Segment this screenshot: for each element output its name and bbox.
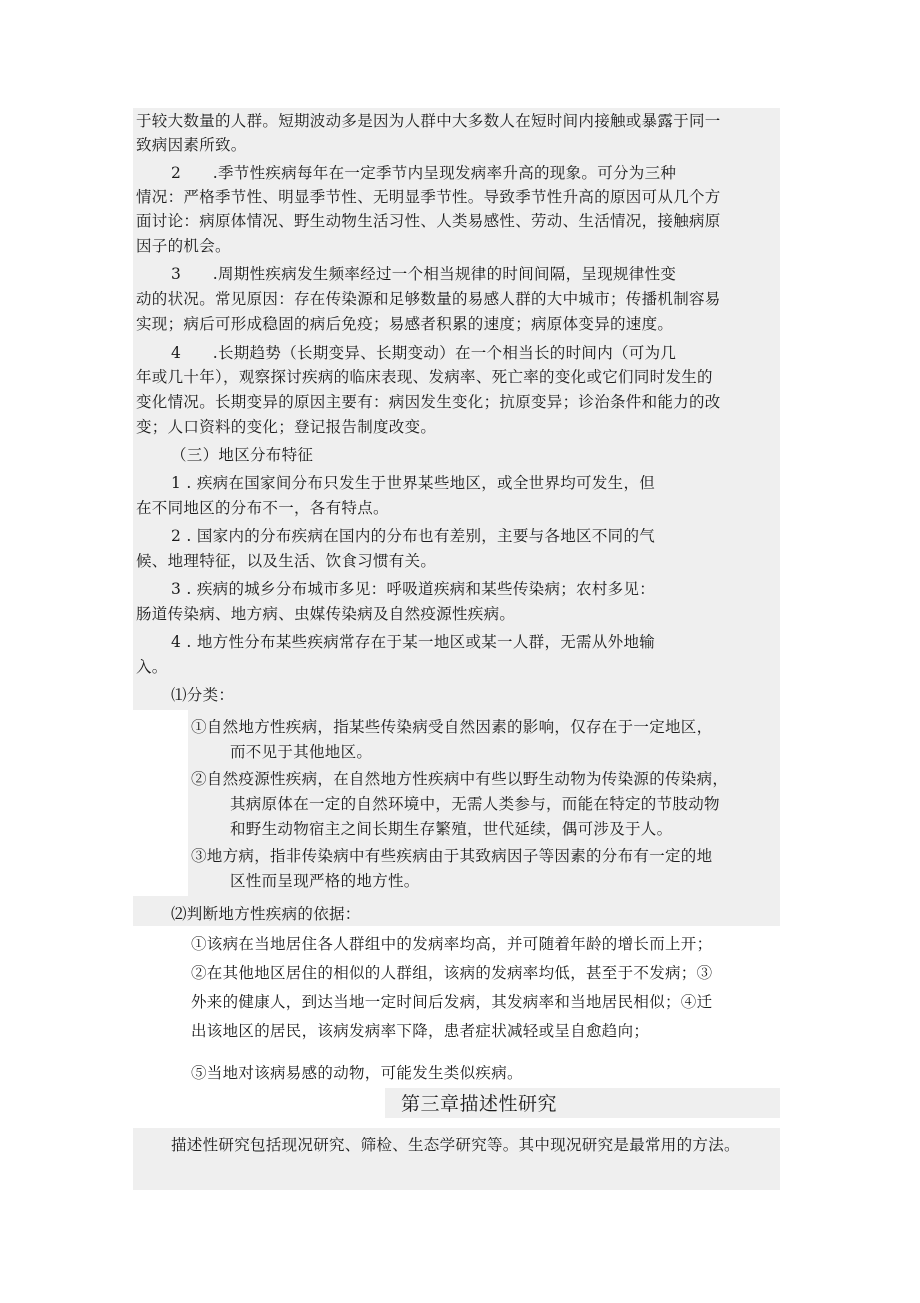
text-line: 变；人口资料的变化；登记报告制度改变。 <box>136 418 437 436</box>
text-line: 1 . 疾病在国家间分布只发生于世界某些地区，或全世界均可发生，但 <box>171 474 656 492</box>
list-item: ①该病在当地居住各人群组中的发病率均高，并可随着年龄的增长而上开； <box>191 935 713 953</box>
text-line: 区性而呈现严格的地方性。 <box>230 872 420 890</box>
text-line: 动的状况。常见原因：存在传染源和足够数量的易感人群的大中城市；传播机制容易 <box>136 290 721 308</box>
subheading-classification: ⑴分类： <box>171 686 235 704</box>
text-line: 2 .季节性疾病每年在一定季节内呈现发病率升高的现象。可分为三种 <box>171 164 677 182</box>
text-line: 4 .长期趋势（长期变异、长期变动）在一个相当长的时间内（可为几 <box>171 344 677 362</box>
text-line: 而不见于其他地区。 <box>230 743 373 761</box>
list-item: ②自然疫源性疾病，在自然地方性疾病中有些以野生动物为传染源的传染病， <box>191 770 729 788</box>
list-item: ①自然地方性疾病，指某些传染病受自然因素的影响，仅存在于一定地区， <box>191 718 713 736</box>
text-line: 于较大数量的人群。短期波动多是因为人群中大多数人在短时间内接触或暴露于同一 <box>136 112 721 130</box>
subheading-criteria: ⑵判断地方性疾病的依据： <box>171 905 361 923</box>
text-line: 情况：严格季节性、明显季节性、无明显季节性。导致季节性升高的原因可从几个方 <box>136 188 721 206</box>
text-line: 其病原体在一定的自然环境中，无需人类参与，而能在特定的节肢动物 <box>230 795 720 813</box>
text-line: 外来的健康人，到达当地一定时间后发病，其发病率和当地居民相似；④迁 <box>191 993 713 1011</box>
text-line: 肠道传染病、地方病、虫媒传染病及自然疫源性疾病。 <box>136 605 516 623</box>
chapter-intro: 描述性研究包括现况研究、筛检、生态学研究等。其中现况研究是最常用的方法。 <box>171 1136 740 1154</box>
text-line: 3 . 疾病的城乡分布城市多见：呼吸道疾病和某些传染病；农村多见： <box>171 580 656 598</box>
text-line: 2 . 国家内的分布疾病在国内的分布也有差别，主要与各地区不同的气 <box>171 527 656 545</box>
text-line: 和野生动物宿主之间长期生存繁殖，世代延续，偶可涉及于人。 <box>230 820 673 838</box>
list-item: ⑤当地对该病易感的动物，可能发生类似疾病。 <box>191 1064 523 1082</box>
text-line: 因子的机会。 <box>136 237 231 255</box>
text-line: 面讨论：病原体情况、野生动物生活习性、人类易感性、劳动、生活情况，接触病原 <box>136 212 721 230</box>
text-line: 入。 <box>136 658 168 676</box>
list-item: ③地方病，指非传染病中有些疾病由于其致病因子等因素的分布有一定的地 <box>191 847 713 865</box>
text-line: 致病因素所致。 <box>136 136 247 154</box>
chapter-title: 第三章描述性研究 <box>401 1093 558 1115</box>
text-line: 年或几十年），观察探讨疾病的临床表现、发病率、死亡率的变化或它们同时发生的 <box>136 368 713 386</box>
text-line: 实现；病后可形成稳固的病后免疫；易感者积累的速度；病原体变异的速度。 <box>136 315 674 333</box>
section-heading: （三）地区分布特征 <box>171 446 314 464</box>
text-line: 4 . 地方性分布某些疾病常存在于某一地区或某一人群，无需从外地输 <box>171 633 656 651</box>
text-line: 变化情况。长期变异的原因主要有：病因发生变化；抗原变异；诊治条件和能力的改 <box>136 393 721 411</box>
text-line: 3 .周期性疾病发生频率经过一个相当规律的时间间隔，呈现规律性变 <box>171 265 677 283</box>
text-line: 在不同地区的分布不一，各有特点。 <box>136 499 389 517</box>
list-item: ②在其他地区居住的相似的人群组，该病的发病率均低，甚至于不发病；③ <box>191 964 713 982</box>
text-line: 出该地区的居民，该病发病率下降，患者症状减轻或呈自愈趋向； <box>191 1022 650 1040</box>
text-line: 候、地理特征，以及生活、饮食习惯有关。 <box>136 552 437 570</box>
